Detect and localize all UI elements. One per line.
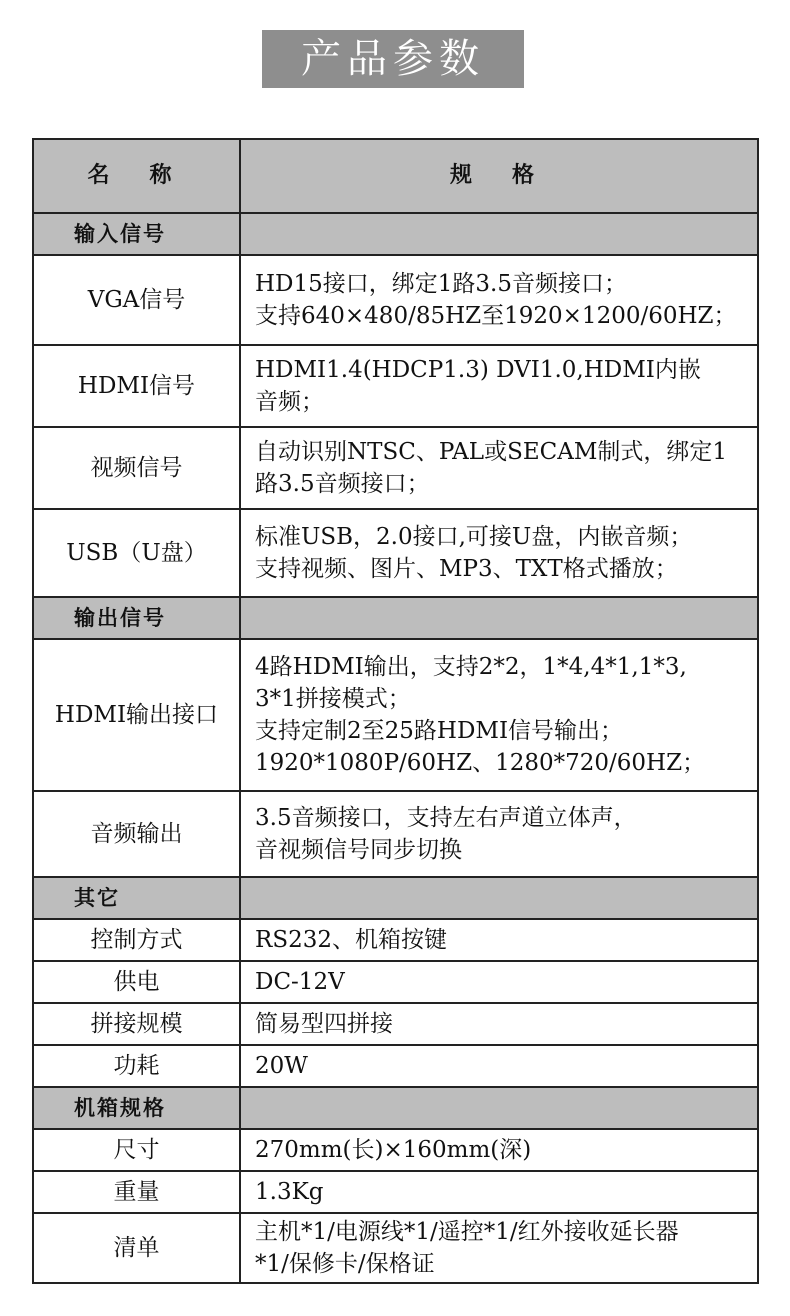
section-row — [33, 597, 758, 639]
spec-line: 4路HDMI输出，支持2*2，1*4,4*1,1*3, — [255, 654, 687, 680]
spec-line: 路3.5音频接口； — [255, 471, 430, 497]
param-spec — [240, 1129, 758, 1171]
param-spec — [240, 1003, 758, 1045]
param-name: 尺寸 — [33, 1129, 240, 1171]
spec-line: HD15接口，绑定1路3.5音频接口； — [255, 271, 627, 297]
section-spacer — [240, 597, 758, 639]
table-row — [33, 1129, 758, 1171]
spec-line: 3.5音频接口，支持左右声道立体声， — [255, 805, 637, 831]
param-name: 清单 — [33, 1213, 240, 1283]
spec-line: 音频； — [255, 389, 324, 415]
param-spec — [240, 509, 758, 597]
section-row — [33, 877, 758, 919]
header-spec: 规格 — [240, 139, 758, 213]
spec-line: 简易型四拼接 — [255, 1011, 393, 1037]
param-spec — [240, 1045, 758, 1087]
param-name: USB（U盘） — [33, 509, 240, 597]
param-spec — [240, 1171, 758, 1213]
param-name: 音频输出 — [33, 791, 240, 877]
table-row — [33, 1003, 758, 1045]
spec-line: 标准USB，2.0接口,可接U盘，内嵌音频； — [255, 524, 693, 550]
table-row — [33, 427, 758, 509]
param-name: 拼接规模 — [33, 1003, 240, 1045]
section-spacer — [240, 877, 758, 919]
param-spec — [240, 427, 758, 509]
table-header-row — [33, 139, 758, 213]
table-row — [33, 345, 758, 427]
spec-line: 270mm(长)×160mm(深) — [255, 1137, 532, 1163]
spec-line: 支持视频、图片、MP3、TXT格式播放； — [255, 556, 678, 582]
param-name: HDMI信号 — [33, 345, 240, 427]
table-row — [33, 961, 758, 1003]
table-row — [33, 639, 758, 791]
spec-line: 20W — [255, 1053, 308, 1079]
param-spec — [240, 345, 758, 427]
spec-line: 支持640×480/85HZ至1920×1200/60HZ； — [255, 303, 737, 329]
param-name: 控制方式 — [33, 919, 240, 961]
page-title: 产品参数 — [262, 30, 524, 88]
spec-line: 主机*1/电源线*1/遥控*1/红外接收延长器 — [255, 1219, 679, 1245]
section-title: 输出信号 — [33, 597, 240, 639]
section-row — [33, 1087, 758, 1129]
spec-line: 支持定制2至25路HDMI信号输出； — [255, 718, 624, 744]
table-row — [33, 509, 758, 597]
header-name: 名称 — [33, 139, 240, 213]
param-spec — [240, 1213, 758, 1283]
spec-line: 自动识别NTSC、PAL或SECAM制式，绑定1 — [255, 439, 728, 465]
spec-table — [32, 138, 759, 1284]
param-name: 供电 — [33, 961, 240, 1003]
table-row — [33, 1045, 758, 1087]
param-name: 视频信号 — [33, 427, 240, 509]
spec-line: HDMI1.4(HDCP1.3) DVI1.0,HDMI内嵌 — [255, 357, 701, 383]
param-spec — [240, 791, 758, 877]
section-spacer — [240, 1087, 758, 1129]
spec-line: DC-12V — [255, 969, 345, 995]
section-spacer — [240, 213, 758, 255]
param-name: VGA信号 — [33, 255, 240, 345]
section-title: 机箱规格 — [33, 1087, 240, 1129]
spec-line: *1/保修卡/保格证 — [255, 1251, 435, 1277]
param-spec — [240, 961, 758, 1003]
param-spec — [240, 639, 758, 791]
param-name: 功耗 — [33, 1045, 240, 1087]
param-name: 重量 — [33, 1171, 240, 1213]
spec-line: 1920*1080P/60HZ、1280*720/60HZ； — [255, 750, 706, 776]
table-row — [33, 1171, 758, 1213]
section-title: 其它 — [33, 877, 240, 919]
spec-line: 音视频信号同步切换 — [255, 837, 462, 863]
param-name: HDMI输出接口 — [33, 639, 240, 791]
table-row — [33, 1213, 758, 1283]
section-row — [33, 213, 758, 255]
table-row — [33, 255, 758, 345]
table-row — [33, 919, 758, 961]
spec-line: 3*1拼接模式； — [255, 686, 411, 712]
spec-line: 1.3Kg — [255, 1179, 324, 1205]
spec-line: RS232、机箱按键 — [255, 927, 447, 953]
section-title: 输入信号 — [33, 213, 240, 255]
table-row — [33, 791, 758, 877]
param-spec — [240, 255, 758, 345]
param-spec — [240, 919, 758, 961]
